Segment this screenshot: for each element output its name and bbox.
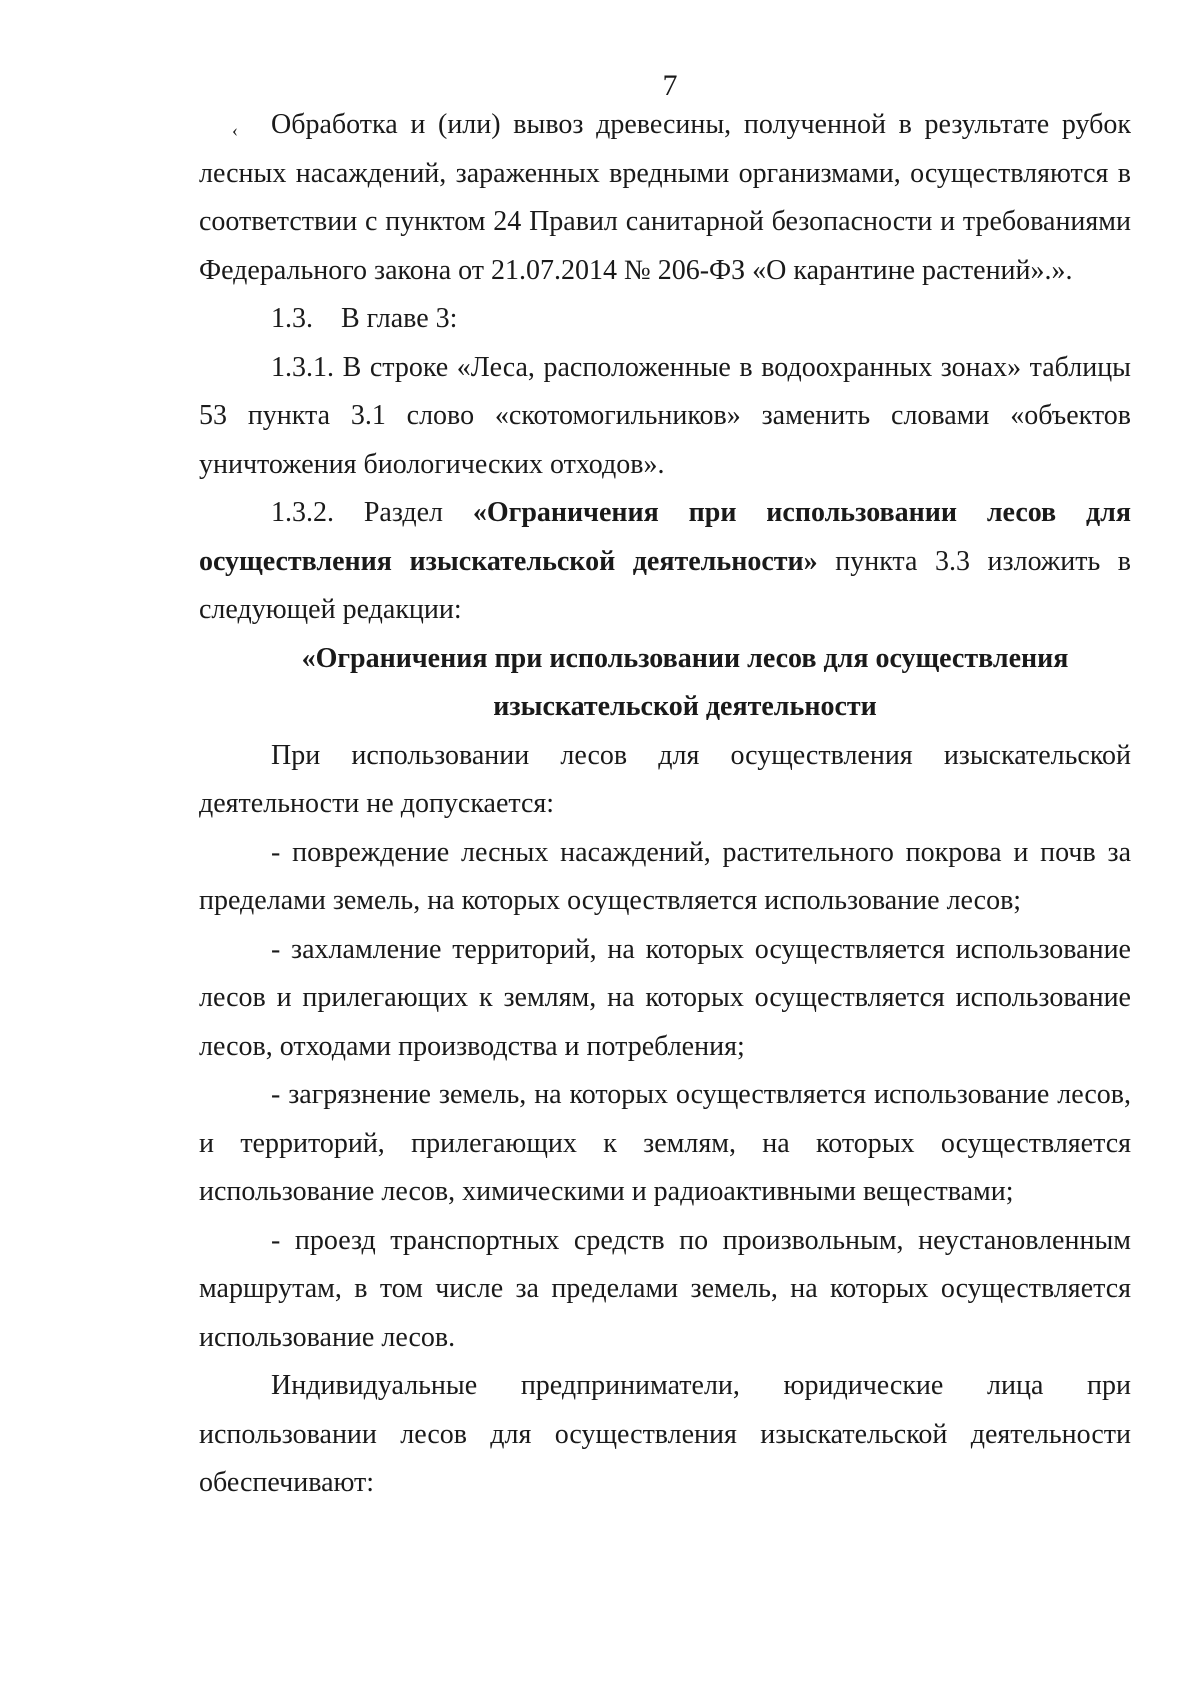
- section-heading-line-1: «Ограничения при использовании лесов для осуществления: [301, 642, 1069, 674]
- paragraph-disposal-of-wood: Обработка и (или) вывоз древесины, полученной в результате рубок лесных насаждений, зараженных вредными организмами, осуществляются в соответствии с пунктом 24 Правил санитарной безопасности и требованиями Федерального закона от 21.07.2014 № 206-ФЗ «О карантине растений».».: [199, 109, 1131, 286]
- page-number: 7: [662, 69, 678, 102]
- paragraph-not-allowed-intro: При использовании лесов для осуществления изыскательской деятельности не допускается:: [199, 739, 1131, 819]
- scan-mark: ‹: [232, 120, 238, 140]
- paragraph-1-3-2-suffix: пункта 3.3 изложить в следующей редакции:: [199, 545, 1132, 625]
- paragraph-1-3-2-prefix: 1.3.2. Раздел: [271, 497, 473, 528]
- paragraph-section-1-3: 1.3. В главе 3:: [271, 303, 458, 334]
- paragraph-1-3-2: [199, 489, 1131, 635]
- document-body: [199, 101, 1131, 1508]
- paragraph-entrepreneurs-obligations: Индивидуальные предприниматели, юридические лица при использовании лесов для осуществления изыскательской деятельности обеспечивают:: [199, 1370, 1131, 1498]
- paragraph-1-3-2-section-title: «Ограничения при использовании лесов для осуществления изыскательской деятельности»: [199, 497, 1132, 577]
- list-item-vehicle-passage: - проезд транспортных средств по произвольным, неустановленным маршрутам, в том числе за пределами земель, на которых осуществляется использование лесов.: [199, 1224, 1131, 1353]
- section-heading-line-2: изыскательской деятельности: [493, 691, 877, 722]
- list-item-littering: - захламление территорий, на которых осуществляется использование лесов и прилегающих к землям, на которых осуществляется использование лесов, отходами производства и потребления;: [199, 933, 1131, 1062]
- paragraph-1-3-1: 1.3.1. В строке «Леса, расположенные в водоохранных зонах» таблицы 53 пункта 3.1 слово «скотомогильников» заменить словами «объектов уничтожения биологических отходов».: [199, 351, 1131, 480]
- list-item-damage: - повреждение лесных насаждений, растительного покрова и почв за пределами земель, на которых осуществляется использование лесов;: [199, 836, 1131, 916]
- list-item-pollution: - загрязнение земель, на которых осуществляется использование лесов, и территорий, прилегающих к землям, на которых осуществляется использование лесов, химическими и радиоактивными веществами;: [199, 1079, 1131, 1207]
